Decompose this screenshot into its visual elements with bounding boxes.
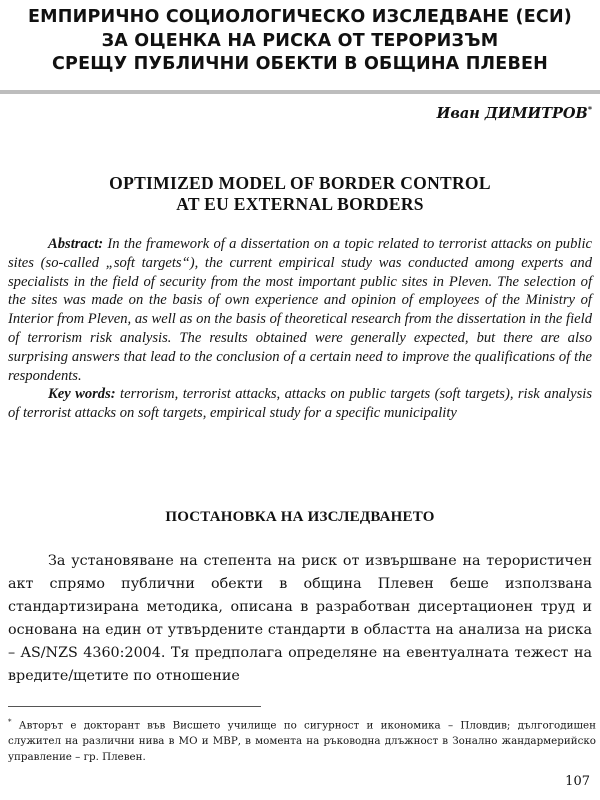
author-footnote-marker: * bbox=[587, 104, 592, 114]
body-text bbox=[8, 550, 592, 688]
english-title-line-1: OPTIMIZED MODEL OF BORDER CONTROL bbox=[109, 173, 491, 193]
section-heading: ПОСТАНОВКА НА ИЗСЛЕДВАНЕТО bbox=[165, 509, 435, 525]
header-divider bbox=[0, 90, 600, 94]
abstract-text: In the framework of a dissertation on a topic related to terrorist attacks on public sites (so-called „soft targets“), the current empirical study was conducted among experts and specialists in the field of security from the most important public sites in Pleven. The selection of the sites was made on the basis of own experience and opinion of employees of the Ministry of Interior from Pleven, as well as on the basis of theoretical research from the dissertation in the field of terrorism risk analysis. The results obtained were generally expected, but there are also surprising answers that lead to the conclusion of a certain need to improve the qualifications of the respondents. bbox=[8, 236, 592, 384]
keywords-paragraph bbox=[8, 385, 592, 423]
title-line-2: ЗА ОЦЕНКА НА РИСКА ОТ ТЕРОРИЗЪМ bbox=[101, 30, 499, 51]
english-title-line-2: AT EU EXTERNAL BORDERS bbox=[176, 194, 424, 214]
keywords-text: terrorism, terrorist attacks, attacks on public targets (soft targets), risk analysis of terrorist attacks on soft targets, empirical study for a specific municipality bbox=[8, 386, 592, 422]
page-number: 107 bbox=[565, 774, 590, 789]
english-title bbox=[0, 173, 600, 215]
footnote-paragraph bbox=[8, 714, 596, 765]
footnote-marker: * bbox=[8, 718, 12, 726]
title-line-3: СРЕЩУ ПУБЛИЧНИ ОБЕКТИ В ОБЩИНА ПЛЕВЕН bbox=[52, 54, 548, 74]
footnote-divider bbox=[8, 706, 261, 707]
title-line-1: ЕМПИРИЧНО СОЦИОЛОГИЧЕСКО ИЗСЛЕДВАНЕ (ЕСИ) bbox=[27, 7, 572, 27]
footnote-text: Авторът е докторант във Висшето училище по сигурност и икономика – Пловдив; дългогодишен служител на различни нива в МО и МВР, в момента на ръководна длъжност в Зонално жандармерийско управление – гр. Плевен. bbox=[8, 719, 596, 764]
footnote bbox=[8, 714, 596, 765]
abstract-paragraph bbox=[8, 235, 592, 385]
article-title bbox=[0, 0, 600, 77]
author-name-text: Иван ДИМИТРОВ bbox=[436, 104, 588, 122]
abstract-label: Abstract: bbox=[48, 236, 104, 252]
abstract-block bbox=[8, 235, 592, 423]
body-paragraph: За установяване на степента на риск от извършване на терористичен акт спрямо публични обекти в община Плевен беше използвана стандартизирана методика, описана в разработван дисертационен труд и основана на един от утвърдените стандарти в областта на анализа на риска – AS/NZS 4360:2004. Тя предполага определяне на евентуалната тежест на вредите/щетите по отношение bbox=[8, 553, 592, 684]
keywords-label: Key words: bbox=[48, 386, 116, 403]
author-name bbox=[437, 104, 592, 122]
